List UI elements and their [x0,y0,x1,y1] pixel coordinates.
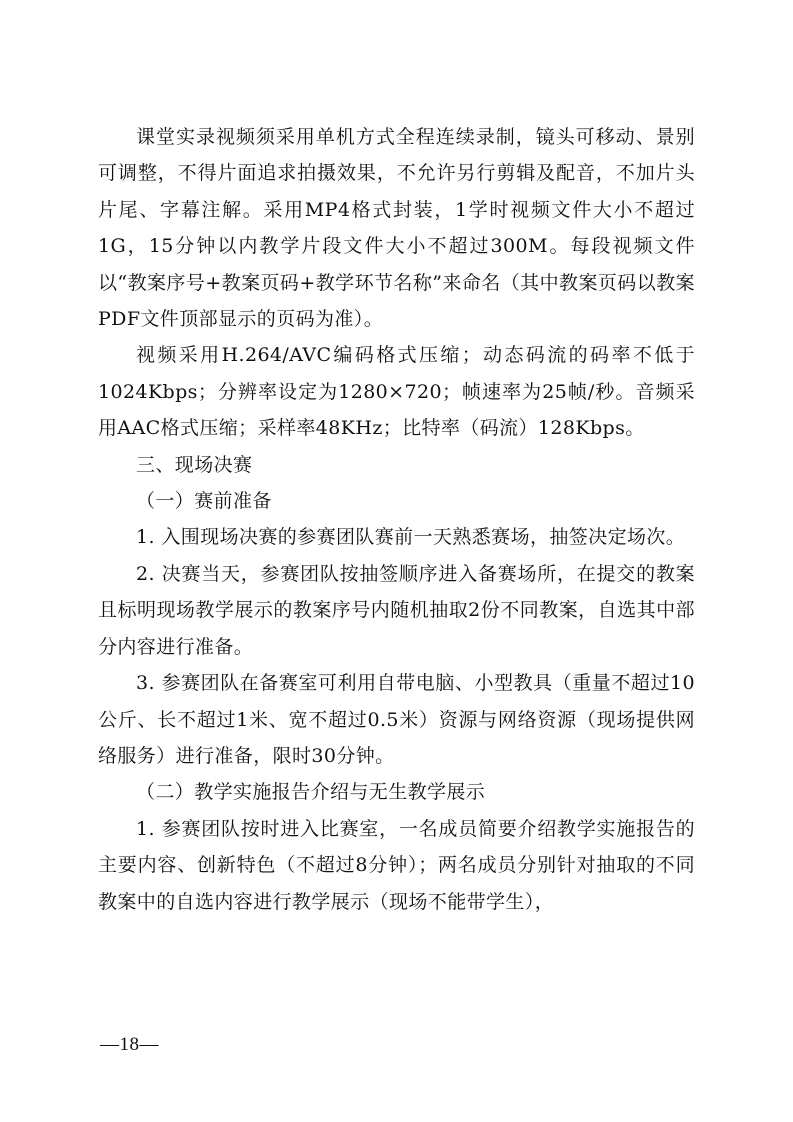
paragraph-video-encoding: 视频采用H.264/AVC编码格式压缩；动态码流的码率不低于1024Kbps；分辨率设定为1280×720；帧速率为25帧/秒。音频采用AAC格式压缩；采样率48KHz；比特率（码流）128Kbps。 [98,344,695,440]
paragraph-item-1: 1. 入围现场决赛的参赛团队赛前一天熟悉赛场，抽签决定场次。 [136,526,686,549]
document-body [98,119,695,920]
paragraph-item-2: 2. 决赛当天，参赛团队按抽签顺序进入备赛场所，在提交的教案且标明现场教学展示的教案序号内随机抽取2份不同教案，自选其中部分内容进行准备。 [98,562,695,658]
page-number: —18— [100,1034,159,1055]
paragraph-item-3: 3. 参赛团队在备赛室可利用自带电脑、小型教具（重量不超过10公斤、长不超过1米、宽不超过0.5米）资源与网络资源（现场提供网络服务）进行准备，限时30分钟。 [98,672,695,767]
section-heading-final: 三、现场决赛 [136,453,253,476]
subsection-heading-preparation: （一）赛前准备 [136,490,272,513]
paragraph-video-recording: 课堂实录视频须采用单机方式全程连续录制，镜头可移动、景别可调整，不得片面追求拍摄效果，不允许另行剪辑及配音，不加片头片尾、字幕注解。采用MP4格式封装，1学时视频文件大小不超过1G，15分钟以内教学片段文件大小不超过300M。每段视频文件以“教案序号+教案页码+教学环节名称”来命名（其中教案页码以教案PDF文件顶部显示的页码为准）。 [98,126,695,331]
paragraph-presentation-item-1: 1. 参赛团队按时进入比赛室，一名成员简要介绍教学实施报告的主要内容、创新特色（不超过8分钟）；两名成员分别针对抽取的不同教案中的自选内容进行教学展示（现场不能带学生）， [98,817,695,913]
subsection-heading-presentation: （二）教学实施报告介绍与无生教学展示 [136,781,486,804]
